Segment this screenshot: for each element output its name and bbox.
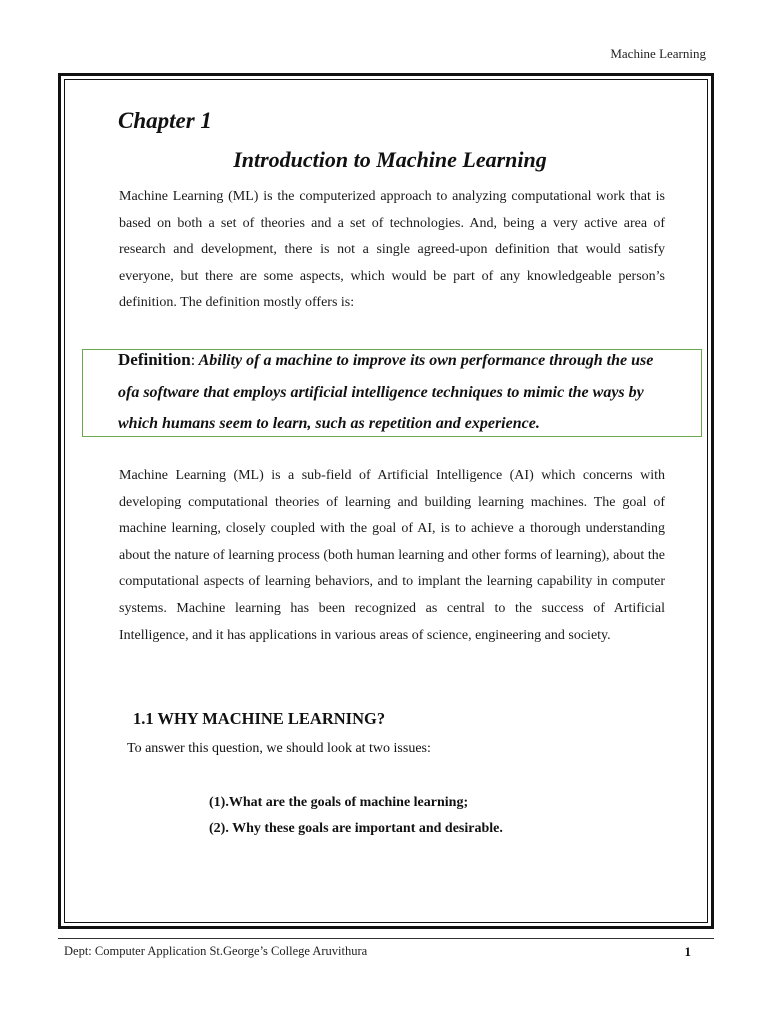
issue-item: (1).What are the goals of machine learning; — [209, 795, 469, 810]
definition-text — [118, 344, 670, 440]
running-header: Machine Learning — [610, 46, 706, 61]
second-paragraph: Machine Learning (ML) is a sub-field of Artificial Intelligence (AI) which concerns with developing computational theories of learning and building learning machines. The goal of machine learning, closely coupled with the goal of AI, is to achieve a thorough understanding about the nature of learning process (both human learning and other forms of learning), about the computational aspects of learning behaviors, and to implant the learning capability in computer systems. Machine learning has been recognized as central to the success of Artificial Intelligence, and it has applications in various areas of science, engineering and society. — [119, 468, 665, 643]
chapter-label: Chapter 1 — [118, 108, 212, 133]
definition-body: Ability of a machine to improve its own performance through the use ofa software that employs artificial intelligence techniques to mimic the ways by which humans seem to learn, such as repetition and experience. — [118, 352, 654, 432]
footer-rule — [58, 938, 714, 939]
section-intro: To answer this question, we should look at two issues: — [127, 741, 431, 756]
definition-separator: : — [190, 352, 196, 369]
definition-label: Definition — [118, 350, 191, 369]
page-number: 1 — [684, 944, 691, 959]
footer-department: Dept: Computer Application St.George’s College Aruvithura — [64, 944, 368, 958]
chapter-title: Introduction to Machine Learning — [233, 147, 547, 172]
section-heading: 1.1 WHY MACHINE LEARNING? — [133, 709, 386, 728]
intro-paragraph: Machine Learning (ML) is the computerized approach to analyzing computational work that is based on both a set of theories and a set of technologies. And, being a very active area of research and development, there is not a single agreed-upon definition that would satisfy everyone, but there are some aspects, which would be part of any knowledgeable person’s definition. The definition mostly offers is: — [119, 189, 665, 311]
issue-item: (2). Why these goals are important and desirable. — [209, 821, 503, 836]
